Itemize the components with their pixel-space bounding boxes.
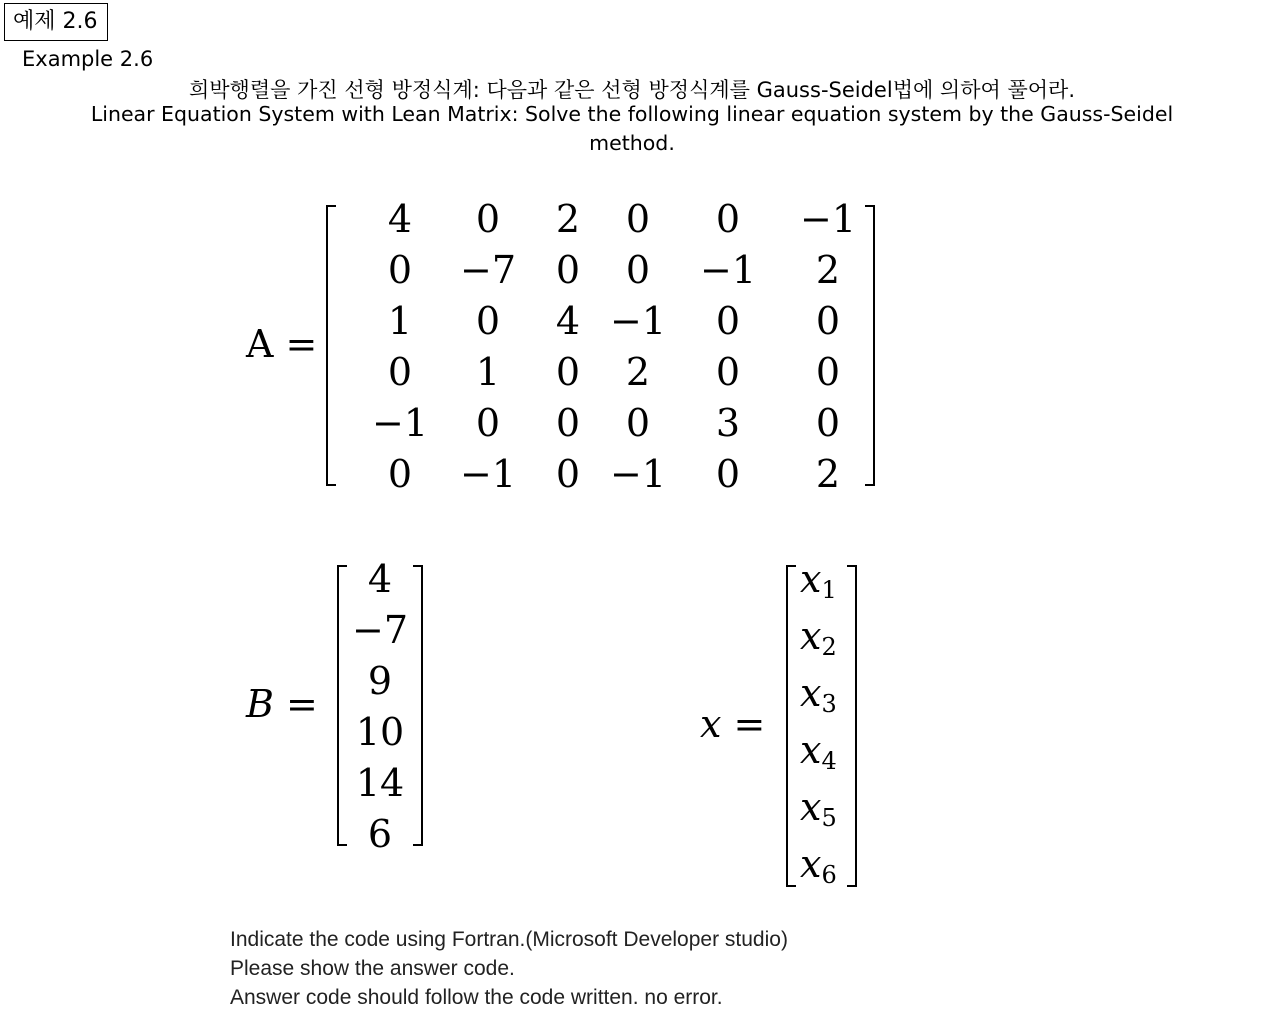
matrix-a-left-bracket — [326, 205, 336, 486]
matrix-a-cell: 0 — [387, 350, 413, 394]
vector-x-cell-base: x — [800, 671, 822, 715]
matrix-a-cell: 0 — [625, 197, 651, 241]
matrix-a-cell: 0 — [715, 299, 741, 343]
vector-b-cell: 10 — [355, 710, 405, 754]
vector-x-cell-subscript: 6 — [821, 861, 837, 889]
vector-b-right-bracket — [413, 565, 423, 846]
matrix-a-cell: 4 — [555, 299, 581, 343]
vector-x-cell-subscript: 1 — [821, 576, 837, 604]
matrix-a-cell: 2 — [815, 248, 841, 292]
matrix-a-right-bracket — [865, 205, 875, 486]
vector-x-cell — [800, 614, 837, 661]
matrix-a-cell: 0 — [815, 350, 841, 394]
matrix-a-cell: 0 — [387, 248, 413, 292]
matrix-a-cell: 0 — [387, 452, 413, 496]
problem-statement-english-line1: Linear Equation System with Lean Matrix: Solve the following linear equation system by the Gauss-Seidel — [90, 102, 1174, 126]
vector-x-cell — [800, 728, 837, 775]
matrix-a-cell: 0 — [715, 197, 741, 241]
vector-b-label: B = — [246, 682, 318, 726]
vector-x-cell — [800, 671, 837, 718]
instruction-line-2: Please show the answer code. — [230, 957, 515, 980]
vector-x-cell-base: x — [800, 614, 822, 658]
matrix-a-cell: −1 — [609, 452, 667, 496]
vector-b-cell: 6 — [367, 812, 393, 856]
example-number-box: 예제 2.6 — [4, 3, 108, 41]
vector-x-cell-base: x — [800, 785, 822, 829]
vector-b-left-bracket — [337, 565, 347, 846]
vector-b-cell: −7 — [351, 608, 409, 652]
vector-x-cell — [800, 842, 837, 889]
matrix-a-cell: −1 — [371, 401, 429, 445]
matrix-a-cell: −1 — [459, 452, 517, 496]
instruction-line-3: Answer code should follow the code written. no error. — [230, 986, 723, 1009]
matrix-a-cell: −1 — [799, 197, 857, 241]
vector-x-cell-subscript: 4 — [821, 747, 837, 775]
matrix-a-cell: 4 — [387, 197, 413, 241]
matrix-a-cell: 0 — [815, 299, 841, 343]
matrix-a-cell: 0 — [555, 248, 581, 292]
vector-x-cell — [800, 557, 837, 604]
vector-b-cell: 4 — [367, 557, 393, 601]
matrix-a-cell: −7 — [459, 248, 517, 292]
vector-x-cell-base: x — [800, 728, 822, 772]
vector-b-cell: 14 — [355, 761, 405, 805]
vector-x-cell-subscript: 5 — [821, 804, 837, 832]
vector-x-cell-subscript: 2 — [821, 633, 837, 661]
matrix-a-cell: 1 — [475, 350, 501, 394]
matrix-a-cell: 0 — [715, 350, 741, 394]
problem-statement-korean: 희박행렬을 가진 선형 방정식계: 다음과 같은 선형 방정식계를 Gauss-Seidel법에 의하여 풀어라. — [188, 78, 1076, 102]
matrix-a-cell: 0 — [475, 299, 501, 343]
vector-x-cell-subscript: 3 — [821, 690, 837, 718]
matrix-a-cell: 0 — [625, 248, 651, 292]
matrix-a-cell: 2 — [815, 452, 841, 496]
matrix-a-cell: 0 — [475, 197, 501, 241]
vector-x-right-bracket — [847, 565, 857, 887]
vector-x-left-bracket — [786, 565, 796, 887]
matrix-a-cell: −1 — [699, 248, 757, 292]
matrix-a-cell: 0 — [555, 350, 581, 394]
matrix-a-cell: 0 — [625, 401, 651, 445]
problem-statement-english-line2: method. — [589, 131, 675, 155]
instruction-line-1: Indicate the code using Fortran.(Microsoft Developer studio) — [230, 928, 788, 951]
vector-x-cell-base: x — [800, 557, 822, 601]
matrix-a-cell: 0 — [815, 401, 841, 445]
matrix-a-cell: 0 — [475, 401, 501, 445]
matrix-a-cell: 0 — [555, 401, 581, 445]
matrix-a-cell: 1 — [387, 299, 413, 343]
matrix-a-label: A = — [246, 322, 318, 366]
matrix-a-cell: 0 — [555, 452, 581, 496]
vector-b-cell: 9 — [367, 659, 393, 703]
matrix-a-cell: 3 — [715, 401, 741, 445]
matrix-a-cell: −1 — [609, 299, 667, 343]
matrix-a-cell: 2 — [625, 350, 651, 394]
example-number-english: Example 2.6 — [22, 47, 154, 71]
vector-x-cell-base: x — [800, 842, 822, 886]
matrix-a-cell: 2 — [555, 197, 581, 241]
vector-x-cell — [800, 785, 837, 832]
vector-x-label: x = — [700, 702, 766, 746]
matrix-a-cell: 0 — [715, 452, 741, 496]
